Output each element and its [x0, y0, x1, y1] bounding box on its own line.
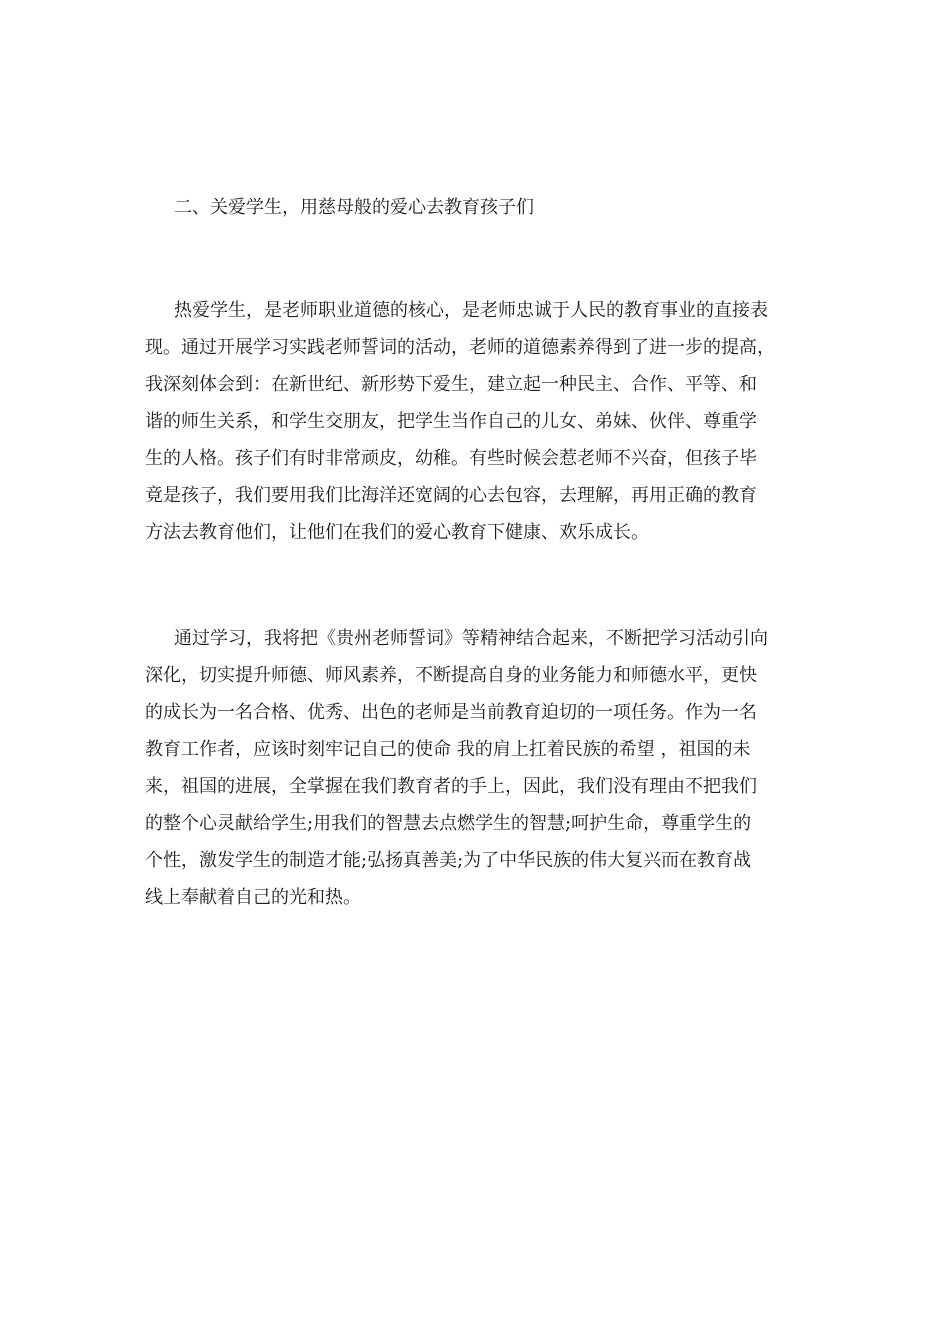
paragraph-line: 的成长为一名合格、优秀、出色的老师是当前教育迫切的一项任务。作为一名 [145, 702, 757, 723]
section-heading: 二、关爱学生，用慈母般的爱心去教育孩子们 [174, 197, 534, 218]
paragraph-line: 我深刻体会到：在新世纪、新形势下爱生，建立起一种民主、合作、平等、和 [145, 374, 757, 395]
paragraph-line: 的整个心灵献给学生;用我们的智慧去点燃学生的智慧;呵护生命，尊重学生的 [145, 813, 752, 834]
paragraph-line: 教育工作者，应该时刻牢记自己的使命 我的肩上扛着民族的希望 ，祖国的未 [145, 739, 751, 760]
paragraph-line: 通过学习，我将把《贵州老师誓词》等精神结合起来，不断把学习活动引向 [174, 628, 768, 649]
paragraph-line: 现。通过开展学习实践老师誓词的活动，老师的道德素养得到了进一步的提高， [145, 337, 775, 358]
paragraph-1 [145, 292, 805, 551]
paragraph-line: 谐的师生关系，和学生交朋友，把学生当作自己的儿女、弟妹、伙伴、尊重学 [145, 411, 757, 432]
paragraph-line: 热爱学生，是老师职业道德的核心，是老师忠诚于人民的教育事业的直接表 [174, 300, 768, 321]
paragraph-line: 生的人格。孩子们有时非常顽皮，幼稚。有些时候会惹老师不兴奋，但孩子毕 [145, 448, 757, 469]
paragraph-line: 来，祖国的进展，全掌握在我们教育者的手上，因此，我们没有理由不把我们 [145, 776, 757, 797]
paragraph-line: 深化，切实提升师德、师风素养，不断提高自身的业务能力和师德水平，更快 [145, 665, 757, 686]
paragraph-2 [145, 620, 805, 916]
paragraph-line: 个性，激发学生的制造才能;弘扬真善美;为了中华民族的伟大复兴而在教育战 [145, 850, 752, 871]
paragraph-line: 方法去教育他们，让他们在我们的爱心教育下健康、欢乐成长。 [145, 522, 649, 543]
paragraph-line: 竟是孩子，我们要用我们比海洋还宽阔的心去包容，去理解，再用正确的教育 [145, 485, 757, 506]
paragraph-line: 线上奉献着自己的光和热。 [145, 887, 361, 908]
